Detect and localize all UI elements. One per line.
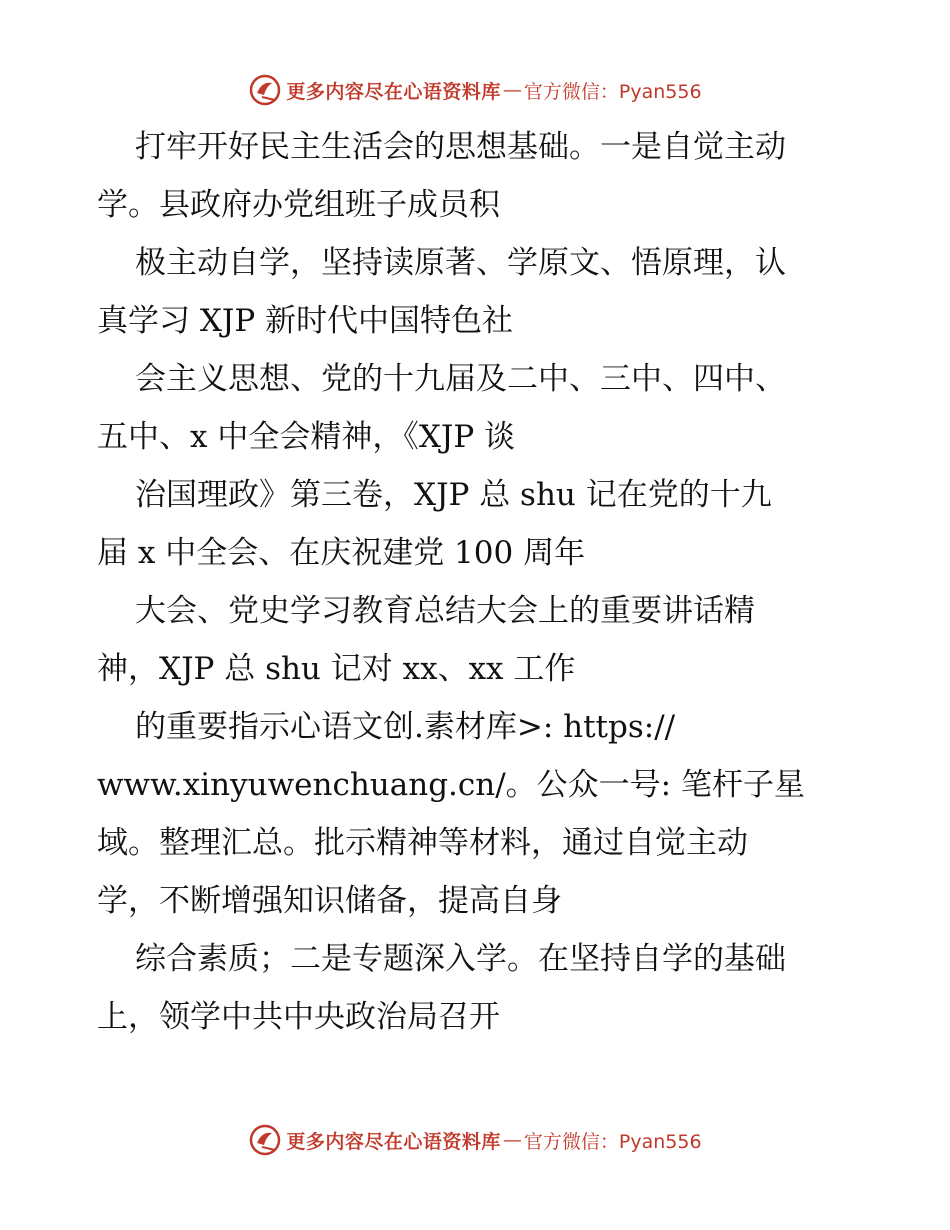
text-line: 的重要指示心语文创.素材库>: https:// [135, 709, 676, 745]
text-line: 真学习 XJP 新时代中国特色社 [97, 303, 514, 339]
text-line: 大会、党史学习教育总结大会上的重要讲话精 [135, 593, 755, 629]
brand-logo-icon [248, 1123, 282, 1157]
text-line: 综合素质；二是专题深入学。在坚持自学的基础 [135, 941, 786, 977]
text-line: 极主动自学，坚持读原著、学原文、悟原理，认 [135, 245, 786, 281]
brand-logo-icon [248, 73, 282, 107]
banner-dash: — [502, 79, 522, 101]
text-line: 治国理政》第三卷，XJP 总 shu 记在党的十九 [135, 477, 772, 513]
banner-title: 更多内容尽在心语资料库 [286, 80, 501, 103]
text-line: 神，XJP 总 shu 记对 xx、xx 工作 [97, 651, 576, 687]
header-banner [0, 70, 950, 110]
banner-wechat: 官方微信：Pyan556 [523, 80, 702, 103]
banner-dash: — [502, 1129, 522, 1151]
banner-wechat: 官方微信：Pyan556 [523, 1130, 702, 1153]
text-line: 五中、x 中全会精神，《XJP 谈 [97, 419, 516, 455]
banner-title: 更多内容尽在心语资料库 [286, 1130, 501, 1153]
text-line: 上，领学中共中央政治局召开 [97, 999, 500, 1035]
document-body [97, 118, 867, 1046]
text-line: 学，不断增强知识储备，提高自身 [97, 883, 562, 919]
text-line: 会主义思想、党的十九届及二中、三中、四中、 [135, 361, 786, 397]
text-line: 打牢开好民主生活会的思想基础。一是自觉主动 [135, 129, 786, 165]
text-line: 域。整理汇总。批示精神等材料，通过自觉主动 [97, 825, 748, 861]
text-line: 届 x 中全会、在庆祝建党 100 周年 [97, 535, 586, 571]
text-line: 学。县政府办党组班子成员积 [97, 187, 500, 223]
text-line: www.xinyuwenchuang.cn/。公众一号: 笔杆子星 [97, 767, 805, 803]
footer-banner [0, 1120, 950, 1160]
